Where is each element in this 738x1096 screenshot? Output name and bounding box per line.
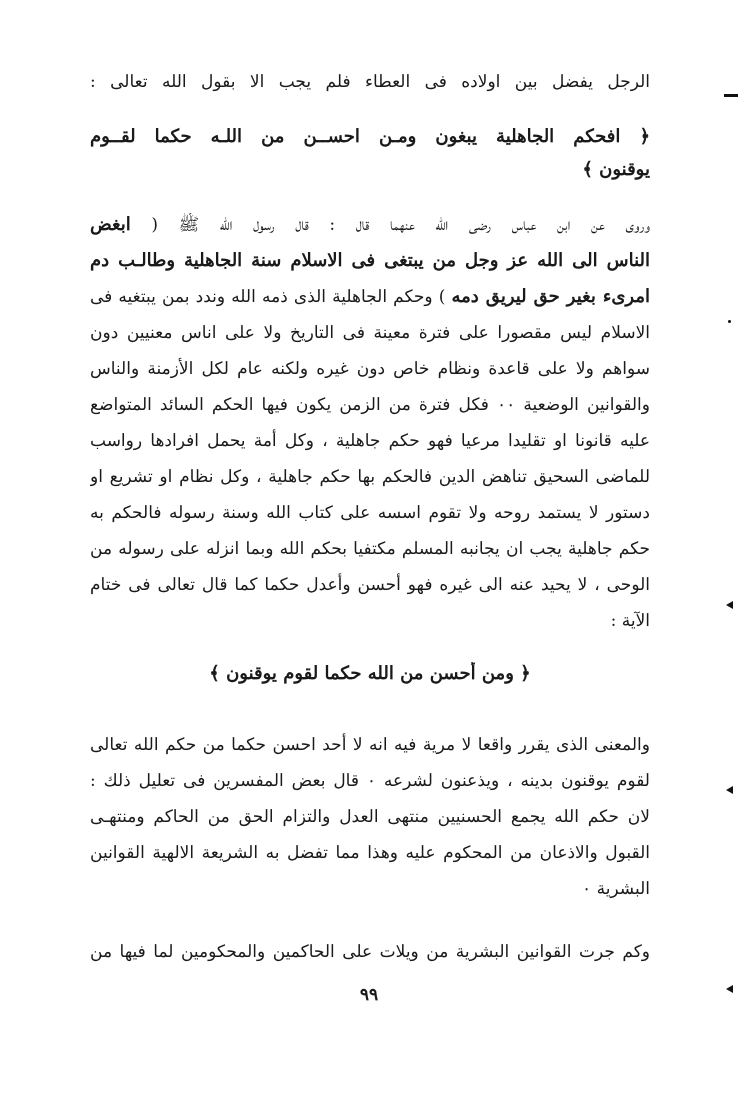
- margin-arrow-mark: [726, 601, 733, 609]
- hadith-intro: وروى عن ابن عباس رضى الله عنهما قال : قال رسول الله ﷺ (: [130, 215, 650, 235]
- hadith-line-3: [90, 285, 650, 309]
- text-line-8: عليه قانونا او تقليدا مرعيا فهو حكم جاهلية ، وكل أمة يحمل افرادها رواسب: [90, 431, 650, 451]
- quran-verse-line-2: يوقنون ﴾: [582, 159, 650, 180]
- text-line-15: والمعنى الذى يقرر واقعا لا مرية فيه انه لا أحد احسن حكما من حكم الله تعالى: [90, 735, 650, 755]
- text-line-18: القبول والاذعان من المحكوم عليه وهذا مما تفضل به الشريعة الالهية القوانين: [90, 843, 650, 863]
- margin-arrow-mark: [726, 786, 733, 794]
- text-line-6: سواهم ولا على قاعدة ونظام خاص دون غيره ولكنه عام لكل الأزمنة والناس: [90, 359, 650, 379]
- text-line-19: البشرية ٠: [582, 879, 650, 899]
- text-line-9: للماضى السحيق تناهض الدين فالحكم بها حكم جاهلية ، وكل نظام او تشريع او: [90, 467, 650, 487]
- hadith-line-2: الناس الى الله عز وجل من يبتغى فى الاسلام سنة الجاهلية وطالـب دم: [90, 250, 650, 271]
- margin-tick-mark: [724, 94, 738, 97]
- text-line-11: حكم جاهلية يجب ان يجانبه المسلم مكتفيا بحكم الله وبما انزله على رسوله من: [90, 539, 650, 559]
- text-line-12: الوحى ، لا يحيد عنه الى غيره فهو أحسن وأعدل حكما كما قال تعالى فى ختام: [90, 575, 650, 595]
- text-line-20: وكم جرت القوانين البشرية من ويلات على الحاكمين والمحكومين لما فيها من: [90, 942, 650, 962]
- hadith-text-end: امرىء بغير حق ليريق دمه: [451, 286, 650, 307]
- text-line-13: الآية :: [610, 611, 650, 631]
- text-line-7: والقوانين الوضعية ٠٠ فكل فترة من الزمن يكون فيها الحكم السائد المتواضع: [90, 395, 650, 415]
- text-line-5: الاسلام ليس مقصورا على فترة معينة فى التاريخ ولا على اناس معنيين دون: [90, 323, 650, 343]
- margin-arrow-mark: [726, 985, 733, 993]
- quran-verse-line-1: ﴿ افحكم الجاهلية يبغون ومـن احســن من اللـه حكما لقــوم: [90, 126, 650, 147]
- quran-verse-centered: ﴿ ومن أحسن من الله حكما لقوم يوقنون ﴾: [209, 663, 531, 684]
- text-line-17: لان حكم الله يجمع الحسنيين منتهى العدل والتزام الحق من الحاكم ومنتهـى: [90, 807, 650, 827]
- margin-dot-mark: [728, 320, 731, 323]
- text-line-10: دستور لا يستمد روحه ولا تقوم اسسه على كتاب الله وسنة رسوله فالحكم به: [90, 503, 650, 523]
- text-line-1: الرجل يفضل بين اولاده فى العطاء فلم يجب الا بقول الله تعالى :: [90, 72, 650, 92]
- text-line-16: لقوم يوقنون بدينه ، ويذعنون لشرعه ٠ قال بعض المفسرين فى تعليل ذلك :: [90, 771, 650, 791]
- hadith-line-1: [90, 213, 650, 237]
- hadith-text-start: ابغض: [90, 214, 131, 235]
- commentary-start: ) وحكم الجاهلية الذى ذمه الله وندد بمن يبتغيه فى: [90, 287, 452, 307]
- page-number: ٩٩: [359, 985, 379, 1005]
